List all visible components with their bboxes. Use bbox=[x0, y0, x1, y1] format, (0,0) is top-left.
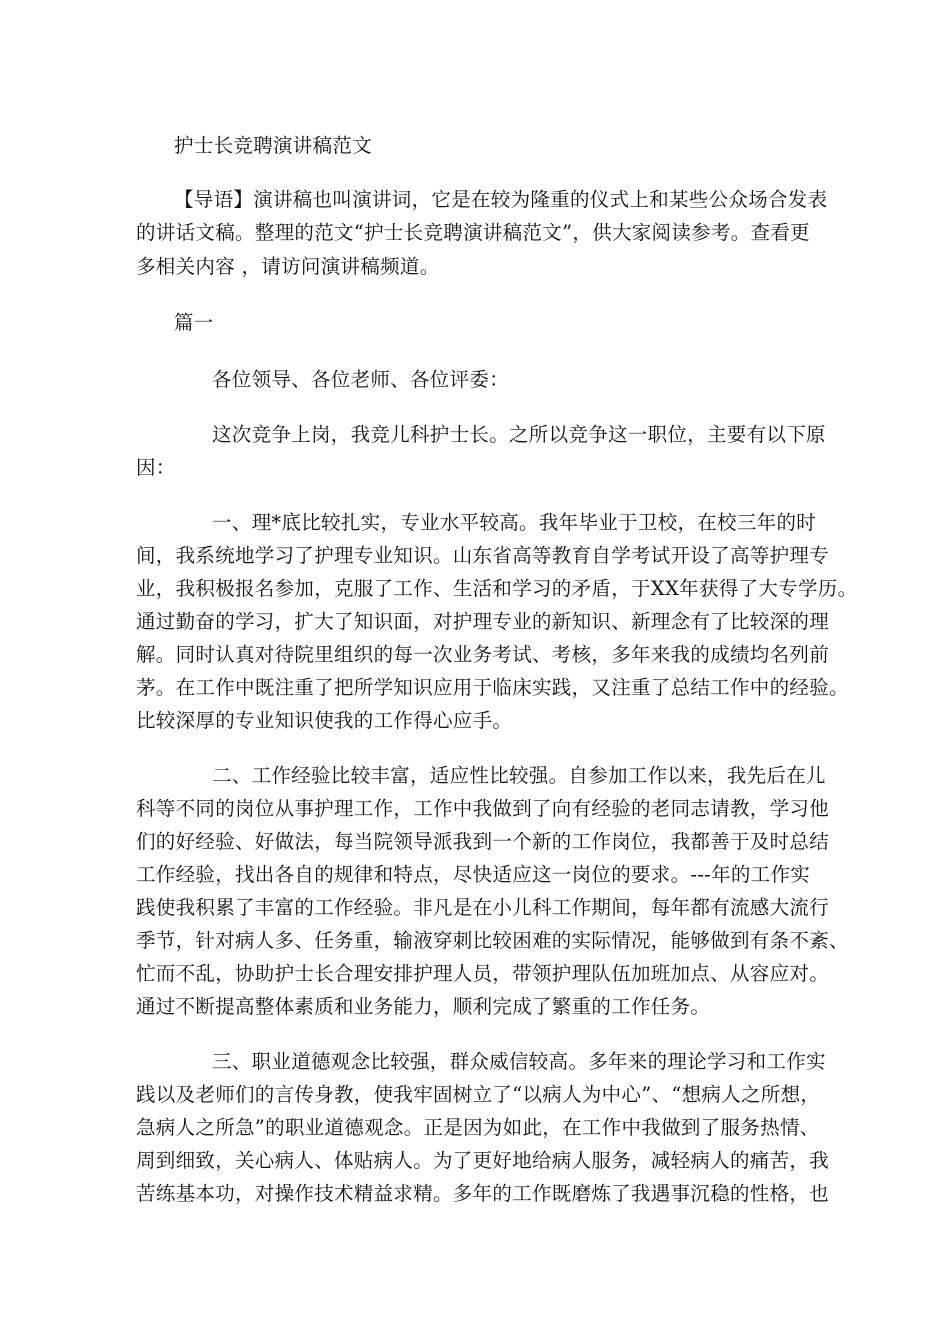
paragraph-line: 苦练基本功，对操作技术精益求精。多年的工作既磨炼了我遇事沉稳的性格，也 bbox=[136, 1182, 830, 1205]
paragraph-line: 们的好经验、好做法，每当院领导派我到一个新的工作岗位，我都善于及时总结 bbox=[136, 830, 830, 853]
intro-line: 多相关内容 ，请访问演讲稿频道。 bbox=[136, 255, 440, 278]
paragraph-line: 间，我系统地学习了护理专业知识。山东省高等教育自学考试开设了高等护理专 bbox=[136, 544, 830, 567]
paragraph-line: 通过勤奋的学习，扩大了知识面，对护理专业的新知识、新理念有了比较深的理 bbox=[136, 610, 830, 633]
paragraph-line: 科等不同的岗位从事护理工作，工作中我做到了向有经验的老同志请教，学习他 bbox=[136, 797, 830, 820]
paragraph-line: 践使我积累了丰富的工作经验。非凡是在小儿科工作期间，每年都有流感大流行 bbox=[136, 896, 830, 919]
paragraph-line: 忙而不乱，协助护士长合理安排护理人员，带领护理队伍加班加点、从容应对。 bbox=[136, 962, 830, 985]
paragraph-line: 工作经验，找出各自的规律和特点，尽快适应这一岗位的要求。---年的工作实 bbox=[136, 863, 811, 886]
paragraph-line: 季节，针对病人多、任务重，输液穿刺比较困难的实际情况，能够做到有条不紊、 bbox=[136, 929, 849, 952]
paragraph-line: 急病人之所急”的职业道德观念。正是因为如此，在工作中我做到了服务热情、 bbox=[136, 1116, 820, 1139]
paragraph-line: 周到细致，关心病人、体贴病人。为了更好地给病人服务，减轻病人的痛苦，我 bbox=[136, 1149, 830, 1172]
paragraph-line: 三、职业道德观念比较强，群众威信较高。多年来的理论学习和工作实 bbox=[212, 1050, 826, 1073]
document-title: 护士长竞聘演讲稿范文 bbox=[174, 134, 373, 157]
paragraph-line: 这次竞争上岗，我竞儿科护士长。之所以竞争这一职位，主要有以下原 bbox=[212, 423, 826, 446]
paragraph-line: 茅。在工作中既注重了把所学知识应用于临床实践，又注重了总结工作中的经验。 bbox=[136, 676, 849, 699]
paragraph-line: 解。同时认真对待院里组织的每一次业务考试、考核，多年来我的成绩均名列前 bbox=[136, 643, 830, 666]
paragraph-line: 二、工作经验比较丰富，适应性比较强。自参加工作以来，我先后在儿 bbox=[212, 764, 826, 787]
paragraph-line: 一、理*底比较扎实，专业水平较高。我年毕业于卫校，在校三年的时 bbox=[212, 511, 817, 534]
paragraph-line: 通过不断提高整体素质和业务能力，顺利完成了繁重的工作任务。 bbox=[136, 995, 711, 1018]
intro-line: 【导语】演讲稿也叫演讲词，它是在较为隆重的仪式上和某些公众场合发表 bbox=[174, 188, 828, 211]
salutation: 各位领导、各位老师、各位评委： bbox=[212, 368, 510, 391]
section-heading: 篇一 bbox=[174, 311, 214, 334]
paragraph-line: 践以及老师们的言传身教，使我牢固树立了“以病人为中心”、“想病人之所想， bbox=[136, 1083, 821, 1106]
paragraph-line: 业，我积极报名参加，克服了工作、生活和学习的矛盾，于XX年获得了大专学历。 bbox=[136, 577, 858, 600]
paragraph-line: 比较深厚的专业知识使我的工作得心应手。 bbox=[136, 709, 513, 732]
paragraph-line: 因： bbox=[136, 456, 176, 479]
intro-line: 的讲话文稿。整理的范文“护士长竞聘演讲稿范文”，供大家阅读参考。查看更 bbox=[136, 221, 810, 244]
